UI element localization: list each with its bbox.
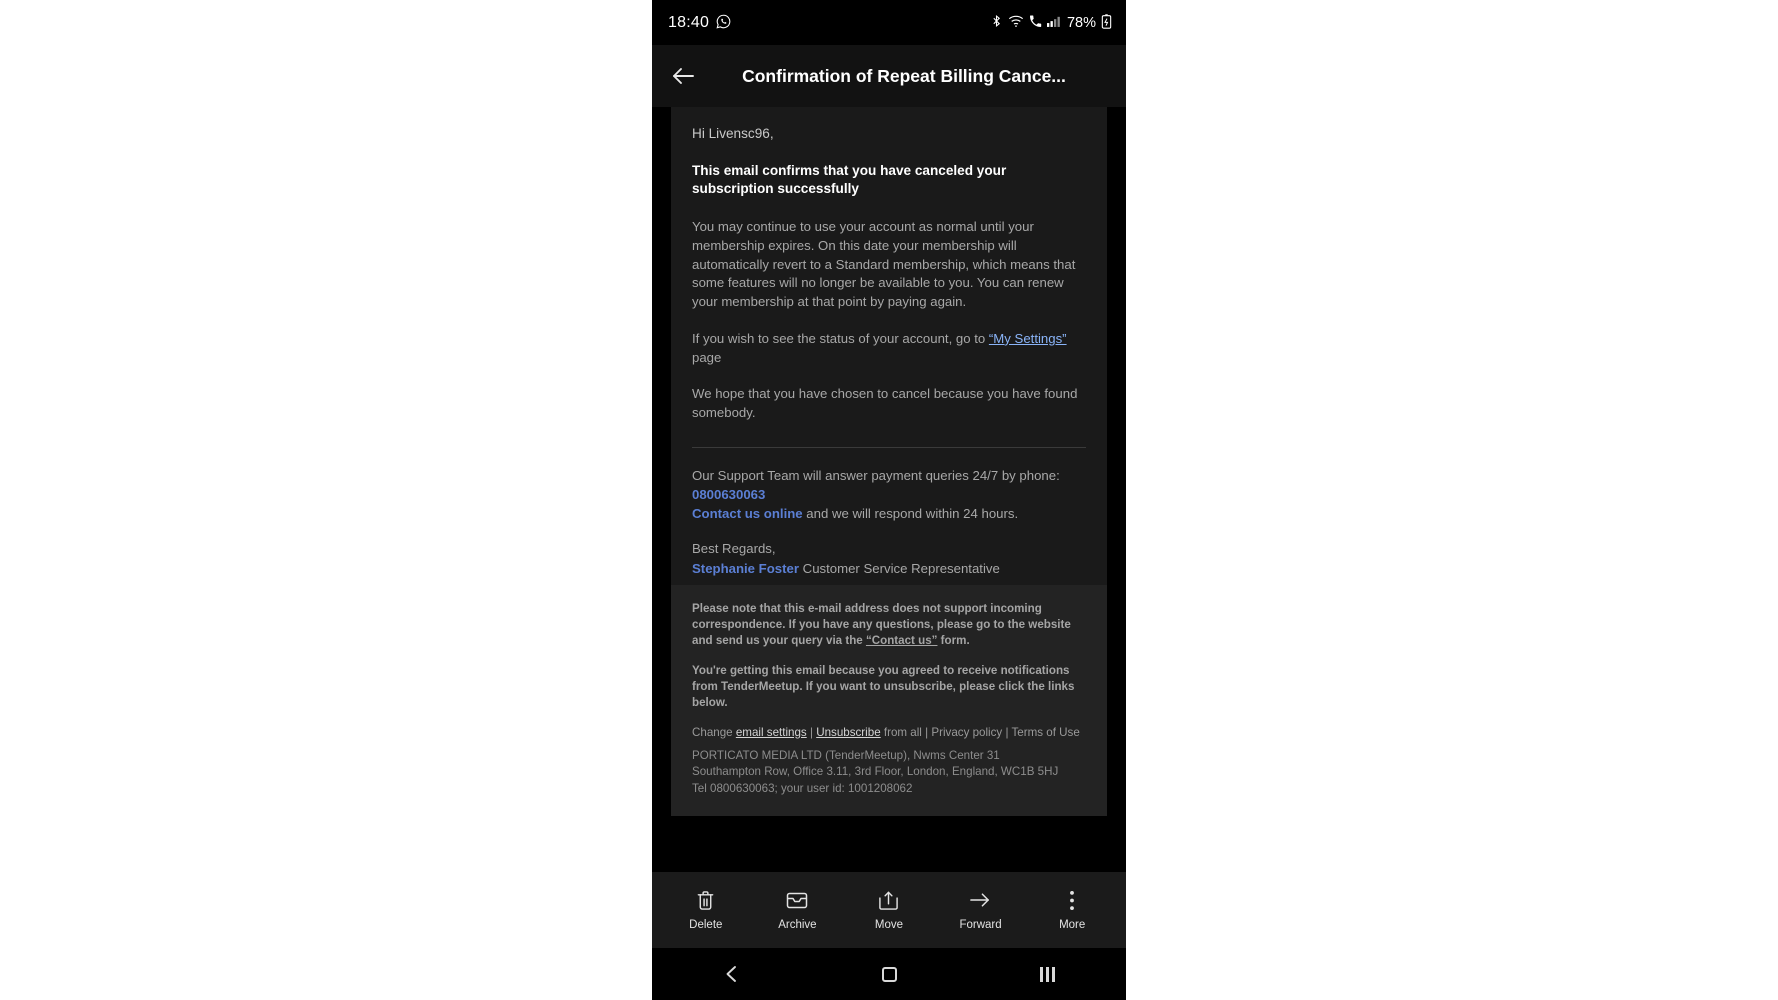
archive-button[interactable] bbox=[762, 889, 832, 931]
email-scroll-area[interactable] bbox=[652, 107, 1126, 872]
forward-arrow-icon bbox=[969, 889, 992, 911]
representative-line bbox=[692, 559, 1086, 579]
unsubscribe-link[interactable]: Unsubscribe bbox=[816, 725, 881, 739]
more-label: More bbox=[1059, 919, 1086, 931]
change-label: Change bbox=[692, 725, 736, 739]
archive-label: Archive bbox=[778, 919, 817, 931]
email-paragraph-3: We hope that you have chosen to cancel because you have found somebody. bbox=[692, 386, 1078, 421]
footer-notice-part1: Please note that this e-mail address does not support incoming correspondence. If you have any questions, please go to the website and send us your query via the bbox=[692, 601, 1071, 647]
wifi-icon bbox=[1008, 14, 1024, 31]
representative-name: Stephanie Foster bbox=[692, 561, 799, 577]
bluetooth-icon bbox=[990, 14, 1003, 31]
support-line: Our Support Team will answer payment queries 24/7 by phone: bbox=[692, 467, 1060, 483]
best-regards: Best Regards, bbox=[692, 541, 776, 557]
link-separator-1: | bbox=[806, 725, 817, 739]
address-line-2: Southampton Row, Office 3.11, 3rd Floor, London, England, WC1B 5HJ bbox=[692, 765, 1059, 779]
email-footer bbox=[671, 585, 1107, 816]
trash-icon bbox=[696, 889, 715, 911]
divider bbox=[692, 447, 1086, 448]
address-line-1: PORTICATO MEDIA LTD (TenderMeetup), Nwms Center 31 bbox=[692, 748, 1000, 762]
company-address bbox=[692, 748, 1086, 798]
system-nav-bar bbox=[652, 948, 1126, 1000]
signature-block bbox=[692, 539, 1086, 579]
archive-icon bbox=[786, 889, 808, 911]
link-separator-3: | bbox=[1002, 725, 1012, 739]
cellular-signal-icon bbox=[1047, 15, 1061, 31]
footer-notice-part2: form. bbox=[937, 633, 970, 647]
paragraph-2-prefix: If you wish to see the status of your account, go to bbox=[692, 330, 989, 346]
email-paragraph-2 bbox=[692, 330, 1086, 367]
move-label: Move bbox=[874, 919, 904, 931]
footer-consent: You're getting this email because you agreed to receive notifications from TenderMeetup. If you want to unsubscribe, please click the links below. bbox=[692, 663, 1075, 709]
phone-screen bbox=[652, 0, 1126, 1000]
back-arrow-icon[interactable] bbox=[670, 63, 696, 89]
move-to-folder-icon bbox=[878, 889, 899, 911]
paragraph-2-suffix: page bbox=[692, 349, 722, 365]
support-phone: 0800630063 bbox=[692, 486, 766, 502]
status-bar bbox=[652, 0, 1126, 45]
contact-us-online-link[interactable]: Contact us online bbox=[692, 506, 803, 522]
status-bar-right bbox=[990, 14, 1112, 32]
email-greeting: Hi Livensc96, bbox=[692, 126, 774, 141]
footer-notice bbox=[692, 601, 1086, 649]
email-paragraph-1: You may continue to use your account as normal until your membership expires. On this date your membership will automatically revert to a Standard membership, which means that some features will no longer be available to you. You can renew your membership at that point by paying again. bbox=[692, 219, 1076, 310]
support-block bbox=[692, 466, 1086, 523]
link-separator-2: | bbox=[921, 725, 932, 739]
nav-back-icon[interactable] bbox=[701, 965, 761, 983]
footer-link-row bbox=[692, 725, 1086, 742]
email-settings-link[interactable]: email settings bbox=[735, 725, 807, 739]
phone-call-icon bbox=[1029, 15, 1042, 31]
contact-suffix: and we will respond within 24 hours. bbox=[802, 506, 1019, 522]
forward-label: Forward bbox=[959, 919, 1002, 931]
delete-label: Delete bbox=[689, 919, 723, 931]
app-bar bbox=[652, 45, 1126, 107]
email-action-bar bbox=[652, 872, 1126, 948]
status-bar-left bbox=[668, 14, 731, 32]
email-content bbox=[671, 107, 1107, 585]
more-button[interactable] bbox=[1037, 889, 1107, 931]
delete-button[interactable] bbox=[671, 889, 741, 931]
battery-charging-icon bbox=[1101, 14, 1112, 32]
my-settings-link[interactable]: “My Settings” bbox=[988, 330, 1067, 346]
whatsapp-icon bbox=[716, 14, 731, 32]
nav-recents-icon[interactable] bbox=[1017, 967, 1077, 982]
move-button[interactable] bbox=[854, 889, 924, 931]
page-title: Confirmation of Repeat Billing Cance... bbox=[742, 65, 1066, 86]
clock: 18:40 bbox=[668, 13, 710, 31]
from-all-label: from all bbox=[880, 725, 922, 739]
representative-title: Customer Service Representative bbox=[799, 561, 1000, 577]
address-line-3: Tel 0800630063; your user id: 1001208062 bbox=[692, 782, 913, 796]
contact-us-form-link[interactable]: “Contact us” bbox=[865, 633, 938, 647]
forward-button[interactable] bbox=[946, 889, 1016, 931]
battery-percent: 78% bbox=[1066, 14, 1096, 31]
email-headline: This email confirms that you have canceled your subscription successfully bbox=[692, 163, 1007, 197]
privacy-policy-link[interactable]: Privacy policy bbox=[931, 725, 1003, 739]
nav-home-icon[interactable] bbox=[859, 967, 919, 982]
more-vertical-icon bbox=[1069, 889, 1075, 911]
terms-of-use-link[interactable]: Terms of Use bbox=[1011, 725, 1080, 739]
